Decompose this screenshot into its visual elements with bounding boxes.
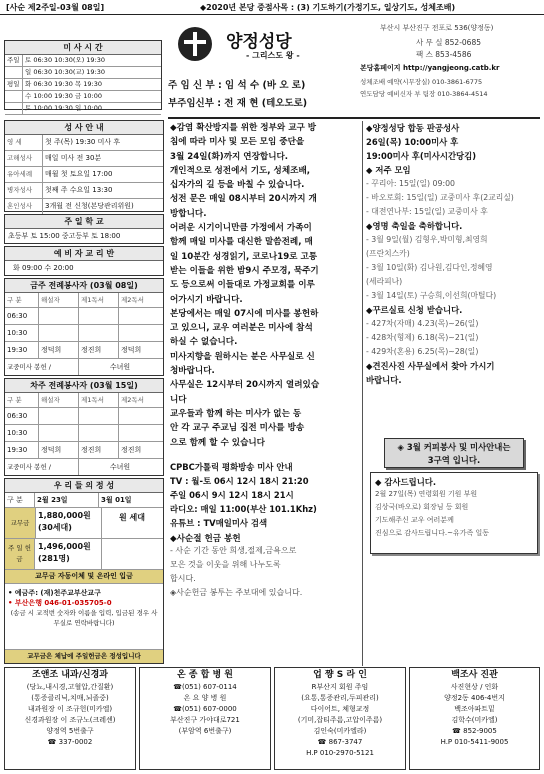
right-notice-line: (세라피나) (366, 277, 403, 286)
offering-row-value: 1,880,000원 (30세대) (38, 511, 91, 532)
altar-footer-row (5, 359, 163, 375)
right-notice-line: - 꾸리아: 15일(일) 09:00 (366, 179, 456, 188)
main-notice-line: ◆감염 확산방지를 위한 정부와 교구 방 (170, 123, 317, 133)
main-notice-line: 함께 매일 미사를 대신한 말씀전례, 매 (170, 237, 313, 248)
altar-cell: 10:30 (5, 425, 39, 441)
ad-title: 업 쨩 S 라 인 (313, 670, 367, 680)
altar-footer-value: 수녀원 (109, 463, 131, 471)
church-subtitle: - 그리스도 왕 - (246, 51, 300, 60)
homepage-link[interactable]: 본당홈페이지 http://yangjeong.catb.kr (360, 64, 500, 72)
bank-account: • 부산은행 046-01-035705-0 (8, 599, 112, 607)
broadcast-line: 라디오: 매일 11:00(부산 101.1Khz) (170, 503, 317, 514)
altar-cell (39, 408, 79, 424)
altar-cell (119, 308, 159, 324)
main-notice-line: 방합니다. (170, 208, 207, 219)
mass-time-row (5, 67, 161, 79)
sacrament-text: 매일 미사 전 30분 (45, 154, 102, 162)
right-notice-line: - 3월 9일(월) 김형우,박미형,최영희 (366, 235, 488, 244)
altar-cell: 19:30 (5, 342, 39, 358)
mass-time-text: 토 10:00 19:30 일 10:00 (25, 104, 103, 112)
altar-next-week-title: 차주 전례봉사자 (03월 15일) (5, 379, 163, 393)
offering-header-row (5, 493, 163, 508)
sacraments-box (4, 120, 164, 212)
altar-cell: 10:30 (5, 325, 39, 341)
main-notice (170, 121, 362, 450)
ad-line: (통증클리닉,치매,뇌졸중) (31, 694, 109, 702)
altar-cell (119, 408, 159, 424)
altar-header-row (5, 393, 163, 408)
pastoral-motto: ◆2020년 본당 중점사목 : (3) 기도하기(가정기도, 일상기도, 성체조배) (200, 3, 456, 12)
altar-this-week-table (5, 293, 163, 375)
main-column (170, 121, 363, 666)
main-notice-line: 도 등으로써 이들대로 가정교회를 이루 (170, 280, 315, 291)
lent-offering-title: ◆사순절 헌금 봉헌 (170, 533, 241, 544)
ad-line: (기미,잡티주름,고압이주름) (297, 716, 383, 724)
ad-title: 온 종 합 병 원 (176, 670, 233, 680)
offering-box (4, 478, 164, 664)
altar-this-week-box (4, 278, 164, 376)
mass-time-row (5, 91, 161, 103)
altar-row (5, 342, 163, 359)
altar-row (5, 325, 163, 342)
fax-number: 팩 스 853-4586 (416, 50, 472, 59)
contact-line-1: 성체조배 예약(시무장실) 010-3861-6775 (360, 78, 483, 86)
bulletin-header (0, 0, 544, 15)
mass-time-text: 일 06:30 10:30(교) 19:30 (25, 68, 106, 76)
sacrament-label: 유아세례 (5, 167, 43, 182)
main-notice-line: 받는 이들을 위한 밤9시 주모경, 묵주기 (170, 265, 319, 276)
altar-row (5, 308, 163, 325)
thanks-title: ◆ 감사드립니다. (375, 477, 437, 487)
ad-title: 조앤조 내과/신경과 (32, 670, 108, 680)
prep-class-box (4, 246, 164, 276)
main-notice-line: 미사지향을 원하시는 분은 사무실로 신 (170, 351, 315, 362)
right-notice-line: - 3월 10일(화) 김나원,김다인,정혜영 (366, 263, 493, 272)
sacrament-text: 첫 주(목) 19:30 미사 후 (45, 138, 121, 146)
issue-label: [사순 제2주일-03월 08일] (6, 3, 105, 12)
main-notice-line: 본당에서는 매일 07시에 미사를 봉헌하 (170, 308, 319, 319)
coffee-notice (384, 438, 524, 468)
mass-day-label: 주일 (5, 55, 23, 66)
main-notice-line: 십자가의 길 등을 바칠 수 있습니다. (170, 180, 305, 191)
altar-cell (39, 325, 79, 341)
ad-title: 백조사 진관 (451, 670, 498, 680)
mass-times-rows (5, 55, 161, 115)
ad-line: ☎ 337-0002 (47, 738, 93, 746)
account-info (5, 584, 163, 632)
main-notice-line: 성전 문은 매일 08시부터 20시까지 개 (170, 194, 317, 205)
main-notice-line: 어려운 시기이니만큼 가정에서 가족이 (170, 223, 312, 234)
lent-offering-line: 모은 것을 이웃을 위해 나누도록 (170, 559, 281, 569)
main-notice-line: 개인적으로 성전에서 기도, 성체조배, (170, 165, 311, 176)
altar-row (5, 408, 163, 425)
right-notice-line: 26일(목) 10:00미사 후 (366, 137, 459, 147)
ad-line: ☎ 867-3747 (317, 738, 363, 746)
altar-cell (79, 408, 119, 424)
broadcast-line: CPBC가톨릭 평화방송 미사 안내 (170, 461, 293, 472)
pastor-line: 주 임 신 부 : 임 석 수 (바 오 로) (168, 80, 306, 91)
ad-photo-studio (409, 667, 540, 770)
lent-offering-line: - 사순 기간 동안 희생,절제,금욕으로 (170, 545, 297, 555)
altar-footer-row (5, 459, 163, 475)
mass-time-text: 토 06:30 10:30(오) 19:30 (25, 56, 106, 64)
church-address: 부산시 부산진구 전포로 536(양정동) (380, 24, 494, 32)
coffee-notice-line: ◈ 3월 커피봉사 및 미사안내는 (397, 442, 511, 452)
thanks-line: 기도해주신 교우 여러분께 (375, 516, 454, 524)
altar-header-cell: 구 분 (5, 393, 39, 407)
ad-line: 김학수(미카엘) (451, 716, 498, 724)
altar-header-row (5, 293, 163, 308)
altar-cell: 06:30 (5, 408, 39, 424)
coffee-notice-line: 3구역 입니다. (427, 455, 481, 465)
altar-this-week-title: 금주 전례봉사자 (03월 08일) (5, 279, 163, 293)
altar-footer-value: 수녀원 (109, 363, 131, 371)
altar-cell (39, 425, 79, 441)
right-notice-line: - 3월 14일(토) 구승희,이선희(마틸다) (366, 291, 497, 300)
right-notices (366, 121, 540, 431)
altar-cell (79, 425, 119, 441)
ad-line: (요통,통증관리,두피관리) (301, 694, 379, 702)
lent-offering-lines (170, 544, 362, 600)
right-notice-line: ◆견진사진 사무실에서 찾아 가시기 (366, 361, 495, 371)
offering-title: 우 리 들 의 정 성 (5, 479, 163, 493)
altar-header-cell: 구 분 (5, 293, 39, 307)
altar-header-cell: 제1독서 (79, 293, 119, 307)
altar-cell: 정덕희 (39, 442, 79, 458)
sacrament-label: 혼인성사 (5, 199, 43, 214)
right-notice-line: - 427차(자매) 4.23(목)~26(일) (366, 319, 479, 328)
mass-time-row (5, 55, 161, 67)
ad-line: ☎(051) 607-0114 (173, 683, 237, 691)
sacrament-row (5, 199, 163, 215)
main-notice-line: 청바랍니다. (170, 366, 215, 377)
office-phone: 사 무 실 852-0685 (416, 38, 481, 47)
right-notice-line: ◆ 저주 모임 (366, 165, 411, 175)
broadcast-line: 유튜브 : TV매일미사 검색 (170, 517, 268, 528)
ad-line: R부산지 회원 주임 (311, 683, 369, 691)
main-notice-line: 일 10분간 성경읽기, 코로나19로 고통 (170, 251, 318, 262)
right-notice-line: ◆양정성당 합동 판공성사 (366, 123, 460, 133)
altar-header-cell: 해설자 (39, 393, 79, 407)
altar-header-cell: 제2독서 (121, 396, 144, 404)
right-notice-line: ◆영명 축일을 축하합니다. (366, 221, 463, 231)
sacrament-row (5, 167, 163, 183)
mass-time-row (5, 103, 161, 115)
altar-cell (79, 308, 119, 324)
altar-footer-label: 교중미사 봉헌 / (5, 459, 79, 475)
sunday-school-times: 초등부 토 15:00 중고등부 토 18:00 (8, 232, 121, 240)
right-notice-line: - 대전연나부: 15일(일) 교중미사 후 (366, 207, 488, 216)
main-notice-line: 으로 함께 할 수 있습니다 (170, 437, 265, 448)
altar-cell: 정진희 (79, 442, 119, 458)
lent-offering-line: ◈사순헌금 봉투는 주보대에 있습니다. (170, 587, 303, 597)
main-notice-line: 안 각 교구 주교님 집전 미사를 방송 (170, 423, 305, 434)
prep-class-times: 화 09:00 수 20:00 (13, 264, 74, 272)
altar-header-cell: 제2독서 (121, 296, 144, 304)
main-notice-line: 침에 따라 미사 및 모든 모임 중단을 (170, 137, 305, 148)
thanks-box (370, 472, 538, 554)
prep-class-title: 예 비 자 교 리 반 (5, 247, 163, 261)
thanks-line: 김상국(바오로) 회장님 등 회원 (375, 503, 469, 511)
sunday-school-title: 주 일 학 교 (5, 215, 163, 229)
broadcast-line: TV : 월-토 06시 12시 18시 21:20 (170, 475, 309, 486)
thanks-lines (375, 488, 533, 540)
ad-line: 부산진구 가야대로721 (170, 716, 240, 724)
sacrament-text: 매월 첫 토요일 17:00 (45, 170, 113, 178)
right-notice-line: 바랍니다. (366, 375, 402, 385)
right-notice-line: - 429차(혼용) 6.25(목)~28(일) (366, 347, 479, 356)
assistant-pastor-line: 부주임신부 : 전 재 현 (테오도로) (168, 98, 308, 109)
ad-line: (당뇨,내시경,고혈압,간질환) (26, 683, 114, 691)
account-note: (송금 시 교적번 숫자와 이름을 입력, 입금된 경우 사무실로 연락바랍니다) (10, 609, 158, 627)
offering-header-col1: 2월 23일 (35, 493, 99, 507)
sacraments-rows (5, 135, 163, 215)
sacrament-label: 병자성사 (5, 183, 43, 198)
ad-line: 양정2동 406-4번지 (444, 694, 505, 702)
offering-row-label: 주 일 헌 금 (5, 539, 35, 569)
altar-cell: 정덕희 (121, 346, 142, 354)
sacrament-row (5, 151, 163, 167)
ad-skincare (274, 667, 406, 770)
sacrament-label: 고해성사 (5, 151, 43, 166)
mass-day-label (5, 103, 23, 114)
church-logo-icon (178, 27, 212, 61)
ad-line: 백조아파트밑 (454, 705, 495, 713)
church-name: 양정성당 (226, 32, 292, 52)
ad-line: 다이어트, 체형교정 (310, 705, 370, 713)
altar-next-week-table (5, 393, 163, 475)
offering-row (5, 539, 163, 570)
broadcast-line: 주일 06시 9시 12시 18시 21시 (170, 489, 294, 500)
altar-row (5, 442, 163, 459)
main-notice-line: 고 있으니, 교우 여러분은 미사에 참석 (170, 323, 313, 334)
mass-day-label: 평일 (5, 79, 23, 90)
right-notice-line: ◆꾸르실료 신청 받습니다. (366, 305, 463, 315)
lent-offering-line: 합시다. (170, 573, 196, 583)
main-notice-line: 사무실은 12시부터 20시까지 열려있습 (170, 380, 320, 391)
tithe-note: 교무금은 체납에 주일헌금은 정성입니다 (5, 649, 163, 663)
main-notice-line: 니다 (170, 394, 187, 405)
offering-header-label: 구 분 (5, 493, 35, 507)
offering-row-value-2: 원 세대 (119, 513, 145, 522)
sunday-school-box (4, 214, 164, 244)
altar-next-week-box (4, 378, 164, 476)
church-info (168, 17, 540, 117)
auto-transfer-notice: 교무금 자동이체 및 온라인 입금 (5, 570, 163, 584)
altar-header-cell: 해설자 (39, 293, 79, 307)
right-notice-line: (프란치스카) (366, 249, 410, 258)
offering-row (5, 508, 163, 539)
right-notice-line: 19:00미사 후(미사시간당김) (366, 151, 477, 161)
mass-time-text: 수 10:00 19:30 금 10:00 (25, 92, 103, 100)
right-notice-line: - 바오로회: 15일(일) 교중미사 후(2교리실) (366, 193, 514, 202)
altar-footer-label: 교중미사 봉헌 / (5, 359, 79, 375)
mass-times-title: 미 사 시 간 (5, 41, 161, 55)
ad-line: ☎(051) 607-0000 (173, 705, 237, 713)
mass-day-label (5, 67, 23, 78)
ad-line: 신경과원장 이 조규노(크레센) (24, 716, 116, 724)
sacrament-text: 첫째 주 수요일 13:30 (45, 186, 113, 194)
altar-cell (119, 325, 159, 341)
sacrament-row (5, 183, 163, 199)
altar-cell: 정진희 (79, 342, 119, 358)
mass-time-text: 화 06:30 19:30 목 19:30 (25, 80, 103, 88)
ad-line: H.P 010-2970-5121 (306, 749, 374, 757)
ad-line: 사진현상 / 인화 (450, 683, 499, 691)
contact-line-2: 연도담당 예비신자 부 팀장 010-3864-4514 (360, 90, 488, 98)
altar-cell: 19:30 (5, 442, 39, 458)
offering-row-label: 교무금 (5, 508, 36, 538)
main-notice-line: 하실 수 없습니다. (170, 337, 238, 348)
altar-cell: 정덕희 (39, 342, 79, 358)
offering-header-col2: 3월 01일 (101, 496, 132, 504)
ad-hospital (139, 667, 271, 770)
sacrament-row (5, 135, 163, 151)
ad-line: ☎ 852-9005 (452, 727, 497, 735)
altar-cell (39, 308, 79, 324)
main-notice-line: 어가시기 바랍니다. (170, 294, 243, 305)
ad-line: 김인숙(미카엘라) (313, 727, 367, 735)
sacrament-label: 영 세 (5, 135, 43, 150)
altar-header-cell: 제1독서 (79, 393, 119, 407)
ad-clinic (4, 667, 136, 770)
ad-line: 내과원장 이 조규헌(미카엘) (27, 705, 113, 713)
ad-line: 온 요 양 병 원 (183, 694, 227, 702)
ad-line: 양정역 5번출구 (46, 727, 94, 735)
altar-cell (119, 425, 159, 441)
mass-time-row (5, 79, 161, 91)
thanks-line: 진심으로 감사드립니다.~유가족 일동 (375, 529, 489, 537)
right-notice-line: - 428차(형제) 6.18(목)~21(일) (366, 333, 479, 342)
sacrament-text: 3개월 전 신청(본당관리위원) (45, 202, 134, 210)
altar-cell: 정진희 (121, 446, 142, 454)
main-notice-line: 교우들과 함께 하는 미사가 없는 동 (170, 408, 302, 419)
offering-row-value: 1,496,000원 (281명) (38, 542, 91, 563)
altar-cell (79, 325, 119, 341)
altar-row (5, 425, 163, 442)
ad-line: (부암역 6번출구) (178, 727, 232, 735)
account-holder: • 예금주: (재)천주교부산교구 (8, 589, 101, 597)
header-divider (168, 117, 540, 119)
altar-cell: 06:30 (5, 308, 39, 324)
mass-times-box (4, 40, 162, 110)
right-notice-lines (366, 121, 540, 387)
thanks-line: 2월 27일(목) 연령회원 기원 부원 (375, 490, 478, 498)
sacraments-title: 성 사 안 내 (5, 121, 163, 135)
ad-line: H.P 010-5411-9005 (440, 738, 509, 746)
broadcast-notice (170, 460, 362, 530)
mass-day-label (5, 91, 23, 102)
main-notice-line: 3월 24일(화)까지 연장합니다. (170, 151, 289, 162)
